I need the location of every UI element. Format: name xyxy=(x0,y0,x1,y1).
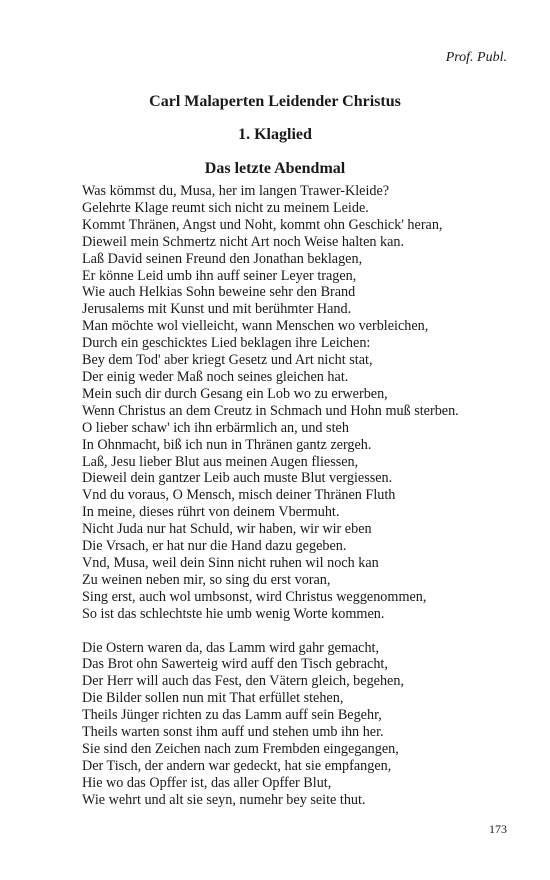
verse-line: Er könne Leid umb ihn auff seiner Leyer tragen, xyxy=(82,267,357,284)
verse-line: Wie wehrt und alt sie seyn, numehr bey seite thut. xyxy=(82,791,366,808)
verse-line: So ist das schlechtste hie umb wenig Worte kommen. xyxy=(82,605,385,622)
page-number: 173 xyxy=(489,822,507,836)
verse-line: Das Brot ohn Sawerteig wird auff den Tisch gebracht, xyxy=(82,656,388,673)
verse-line: Laß David seinen Freund den Jonathan beklagen, xyxy=(82,250,363,267)
verse-line: Durch ein geschicktes Lied beklagen ihre Leichen: xyxy=(82,335,371,352)
verse-line: Nicht Juda nur hat Schuld, wir haben, wir wir eben xyxy=(82,521,372,538)
poem-title: Carl Malaperten Leidender Christus xyxy=(149,93,401,110)
verse-line: Bey dem Tod' aber kriegt Gesetz und Art nicht stat, xyxy=(82,352,373,369)
verse-line: Der Tisch, der andern war gedeckt, hat sie empfangen, xyxy=(82,757,392,774)
verse-line: Wenn Christus an dem Creutz in Schmach und Hohn muß sterben. xyxy=(82,402,459,419)
verse-line: Die Ostern waren da, das Lamm wird gahr gemacht, xyxy=(82,639,380,656)
verse-line: O lieber schaw' ich ihn erbärmlich an, und steh xyxy=(82,419,349,436)
verse-line: Laß, Jesu lieber Blut aus meinen Augen fliessen, xyxy=(82,453,359,470)
verse-line: Mein such dir durch Gesang ein Lob wo zu erwerben, xyxy=(82,385,388,402)
verse-line: In meine, dieses rührt von deinem Vbermuht. xyxy=(82,504,340,521)
verse-line: Gelehrte Klage reumt sich nicht zu meinem Leide. xyxy=(82,199,369,216)
verse-line: Zu weinen neben mir, so sing du erst voran, xyxy=(82,571,331,588)
verse-line: Der einig weder Maß noch seines gleichen hat. xyxy=(82,368,349,385)
verse-line: Sing erst, auch wol umbsonst, wird Christus weggenommen, xyxy=(82,588,427,605)
stanza xyxy=(82,183,522,623)
verse-line: Was kömmst du, Musa, her im langen Trawer-Kleide? xyxy=(82,183,390,199)
stanza xyxy=(82,640,522,809)
verse-line: Theils Jünger richten zu das Lamm auff sein Begehr, xyxy=(82,707,382,724)
running-head: Prof. Publ. xyxy=(445,50,507,65)
verse-line: In Ohnmacht, biß ich nun in Thränen gantz zergeh. xyxy=(82,436,372,453)
poem-subtitle: 1. Klaglied xyxy=(238,126,312,143)
verse-line: Wie auch Helkias Sohn beweine sehr den Brand xyxy=(82,284,356,301)
verse-line: Dieweil mein Schmertz nicht Art noch Weise halten kan. xyxy=(82,233,405,250)
verse-line: Der Herr will auch das Fest, den Vätern gleich, begehen, xyxy=(82,673,404,690)
verse-line: Die Bilder sollen nun mit That erfüllet stehen, xyxy=(82,690,344,707)
verse-line: Vnd du voraus, O Mensch, misch deiner Thränen Fluth xyxy=(82,487,396,504)
verse-line: Dieweil dein gantzer Leib auch muste Blut vergiessen. xyxy=(82,470,393,487)
verse-line: Vnd, Musa, weil dein Sinn nicht ruhen wil noch kan xyxy=(82,554,379,571)
verse-line: Jerusalems mit Kunst und mit berühmter Hand. xyxy=(82,301,352,318)
verse-line: Sie sind den Zeichen nach zum Frembden eingegangen, xyxy=(82,741,399,757)
poem-body xyxy=(82,183,522,809)
verse-line: Kommt Thränen, Angst und Noht, kommt ohn Geschick' heran, xyxy=(82,216,443,233)
verse-line: Die Vrsach, er hat nur die Hand dazu gegeben. xyxy=(82,538,347,555)
verse-line: Hie wo das Opffer ist, das aller Opffer Blut, xyxy=(82,774,332,791)
verse-line: Man möchte wol vielleicht, wann Menschen wo verbleichen, xyxy=(82,318,429,335)
section-title: Das letzte Abendmal xyxy=(204,160,346,177)
verse-line: Theils warten sonst ihm auff und stehen umb ihn her. xyxy=(82,724,384,741)
